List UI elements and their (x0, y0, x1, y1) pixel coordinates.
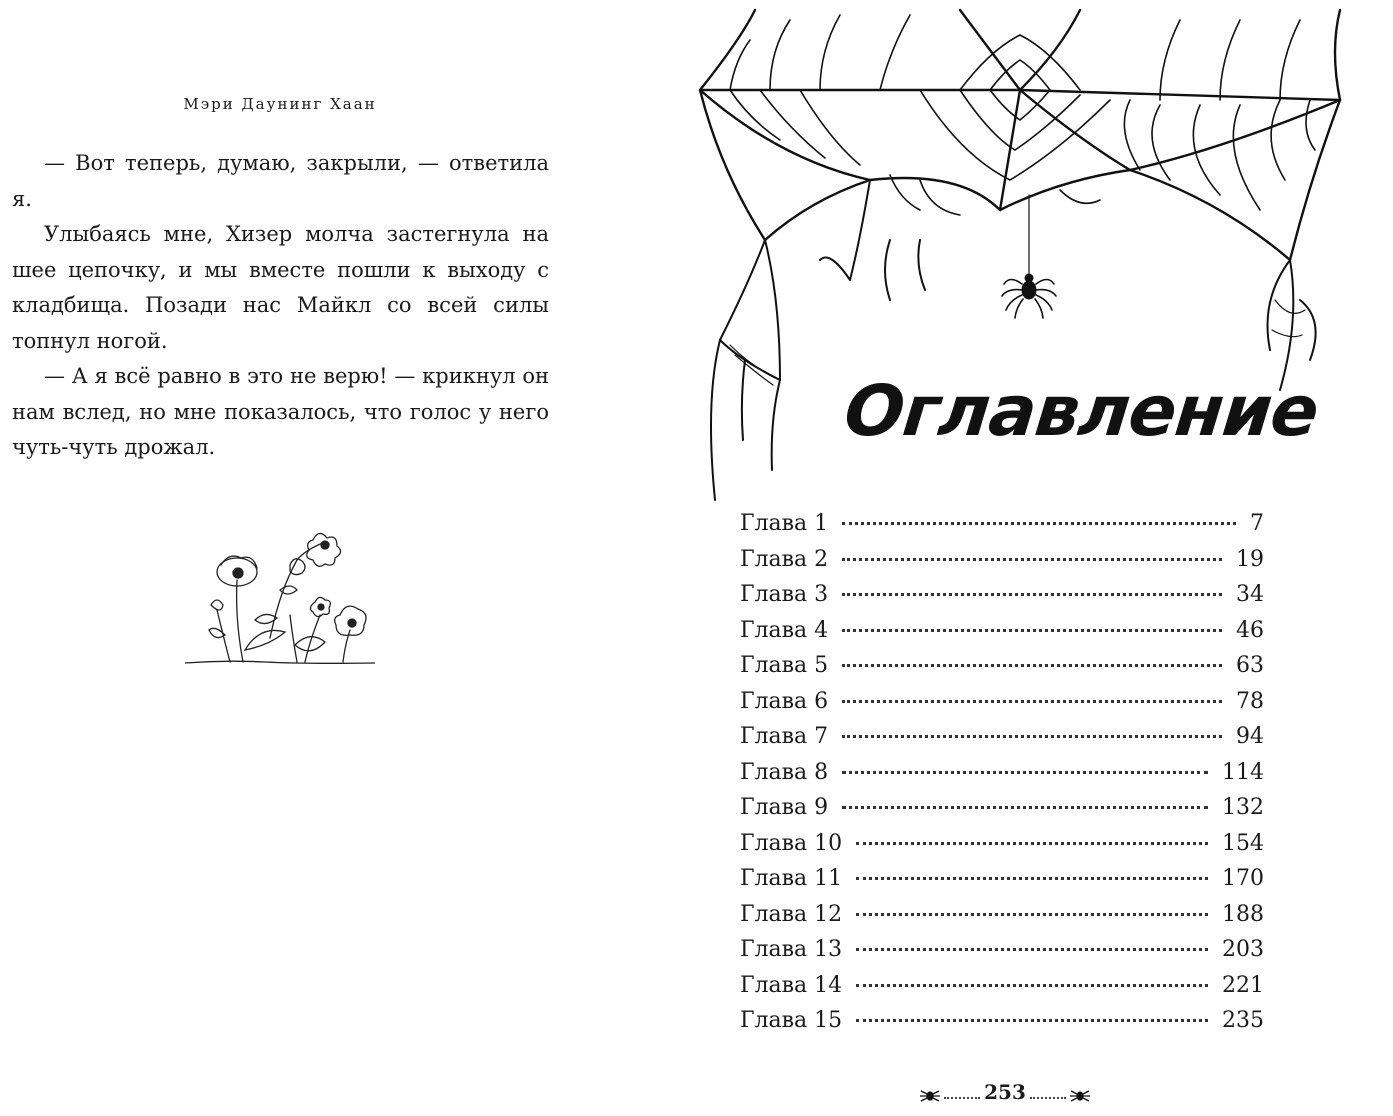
page-number-value: 253 (984, 1080, 1026, 1104)
toc-row[interactable] (740, 511, 1264, 547)
toc-page: 34 (1236, 582, 1264, 607)
flowers-illustration (185, 520, 375, 670)
spider-icon (1070, 1088, 1090, 1104)
toc-row[interactable] (740, 1008, 1264, 1044)
toc-page: 114 (1222, 759, 1264, 785)
running-header: Мэри Даунинг Хаан (183, 95, 377, 113)
paragraph: — Вот теперь, думаю, закрыли, — ответила я. (12, 151, 549, 211)
toc-label: Глава 14 (740, 972, 843, 998)
toc-row[interactable] (740, 582, 1264, 618)
toc-row[interactable] (740, 760, 1264, 796)
toc-page: 132 (1222, 795, 1264, 820)
toc-label: Глава 10 (740, 830, 843, 856)
toc-row[interactable] (740, 866, 1264, 902)
toc-label: Глава 6 (740, 688, 829, 714)
toc-leader (856, 984, 1208, 987)
toc-leader (842, 700, 1222, 703)
page-number-leader (1030, 1097, 1066, 1099)
toc-row[interactable] (740, 831, 1264, 867)
toc-row[interactable] (740, 653, 1264, 689)
toc-label: Глава 11 (740, 866, 843, 891)
toc-row[interactable] (740, 689, 1264, 725)
toc-label: Глава 9 (740, 795, 829, 820)
toc-leader (842, 522, 1236, 525)
toc-leader (856, 913, 1208, 916)
right-page (690, 0, 1393, 1116)
toc-row[interactable] (740, 795, 1264, 831)
toc-page: 63 (1236, 653, 1264, 678)
toc-page: 46 (1236, 617, 1264, 643)
toc-leader (842, 593, 1222, 596)
toc-label: Глава 7 (740, 724, 829, 749)
toc-page: 188 (1222, 901, 1264, 927)
toc-row[interactable] (740, 618, 1264, 654)
toc-label: Глава 1 (740, 511, 829, 536)
paragraph: — А я всё равно в это не верю! — крикнул он нам вслед, но мне показалось, что голос у него чуть-чуть дрожал. (12, 364, 549, 459)
toc-leader (842, 735, 1222, 738)
page-number (920, 1080, 1090, 1104)
toc-label: Глава 2 (740, 546, 829, 572)
toc-page: 221 (1222, 972, 1264, 998)
toc-leader (856, 842, 1208, 845)
toc-page: 7 (1250, 511, 1264, 536)
toc-label: Глава 5 (740, 653, 829, 678)
page-number-leader (944, 1097, 980, 1099)
toc-leader (842, 664, 1222, 667)
paragraph: Улыбаясь мне, Хизер молча застегнула на шее цепочку, и мы вместе пошли к выходу с кладбища. Позади нас Майкл со всей силы топнул ногой. (12, 222, 549, 353)
table-of-contents (740, 511, 1264, 1044)
toc-row[interactable] (740, 973, 1264, 1009)
body-text (12, 146, 549, 466)
spider-icon (1002, 274, 1056, 318)
spider-icon (920, 1088, 940, 1104)
page-title: Оглавление (840, 370, 1322, 452)
toc-page: 154 (1222, 830, 1264, 856)
toc-label: Глава 4 (740, 617, 829, 643)
toc-leader (842, 771, 1208, 774)
toc-row[interactable] (740, 547, 1264, 583)
toc-label: Глава 13 (740, 937, 843, 962)
toc-leader (856, 877, 1208, 880)
toc-page: 170 (1222, 866, 1264, 891)
toc-row[interactable] (740, 937, 1264, 973)
toc-leader (856, 948, 1208, 951)
left-page (0, 0, 690, 1116)
toc-page: 19 (1236, 546, 1264, 572)
toc-label: Глава 3 (740, 582, 829, 607)
toc-row[interactable] (740, 724, 1264, 760)
toc-label: Глава 15 (740, 1008, 843, 1033)
toc-label: Глава 8 (740, 759, 829, 785)
toc-leader (842, 558, 1222, 561)
toc-label: Глава 12 (740, 901, 843, 927)
toc-page: 235 (1222, 1008, 1264, 1033)
toc-leader (842, 629, 1222, 632)
toc-row[interactable] (740, 902, 1264, 938)
toc-page: 203 (1222, 937, 1264, 962)
toc-leader (856, 1019, 1208, 1022)
toc-page: 94 (1236, 724, 1264, 749)
toc-page: 78 (1236, 688, 1264, 714)
toc-leader (842, 806, 1208, 809)
